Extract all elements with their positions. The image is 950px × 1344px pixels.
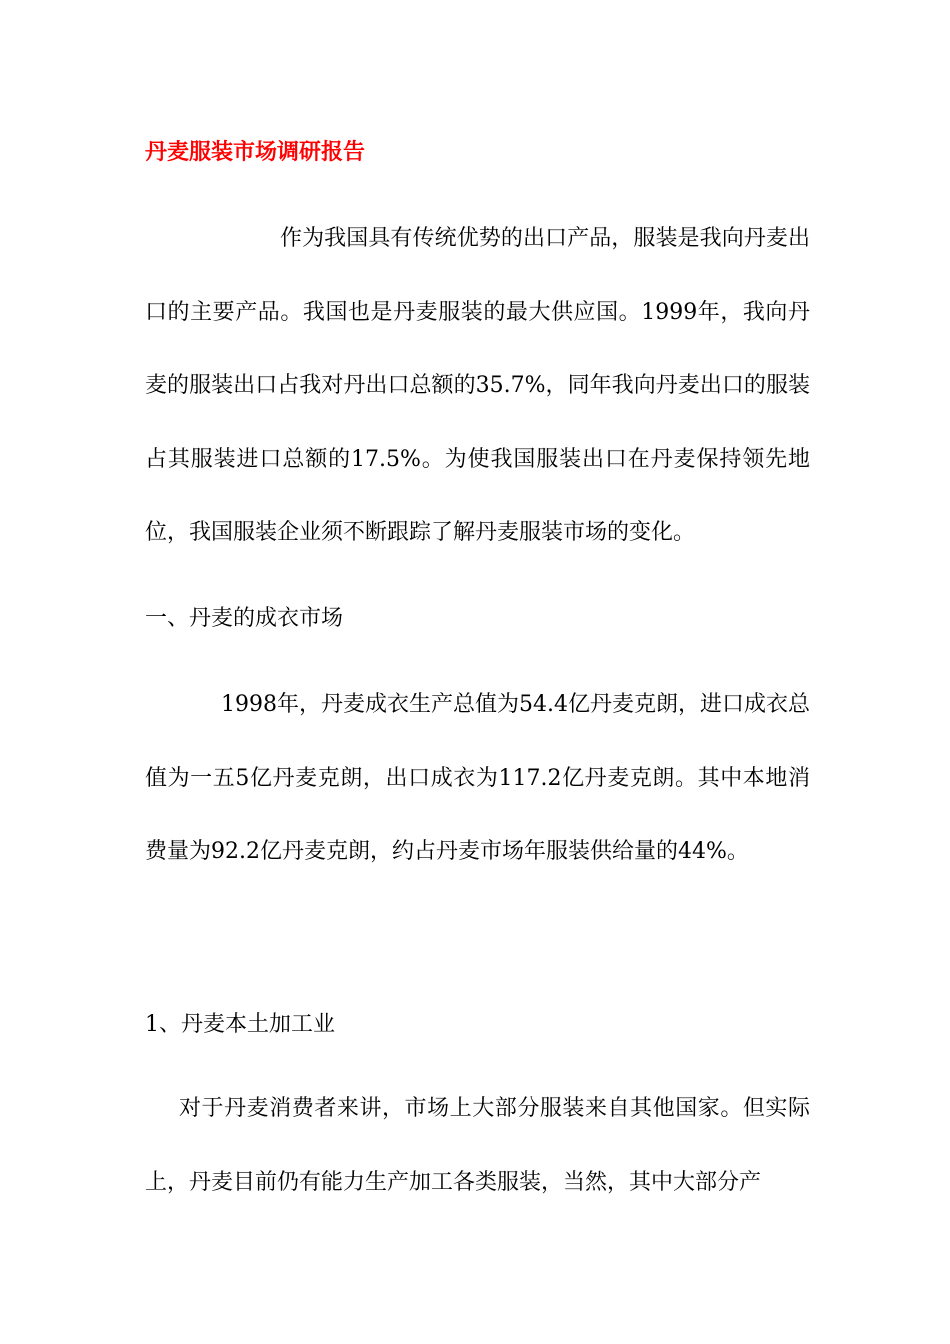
- section-heading-1: 一、丹麦的成衣市场: [145, 606, 344, 631]
- subsection-1-paragraph: 对于丹麦消费者来讲，市场上大部分服装来自其他国家。但实际上，丹麦目前仍有能力生产加工各类服装，当然，其中大部分产: [145, 1096, 810, 1195]
- intro-paragraph: 作为我国具有传统优势的出口产品，服装是我向丹麦出口的主要产品。我国也是丹麦服装的最大供应国。1999年，我向丹麦的服装出口占我对丹出口总额的35.7%，同年我向丹麦出口的服装占其服装进口总额的17.5%。为使我国服装出口在丹麦保持领先地位，我国服装企业须不断跟踪了解丹麦服装市场的变化。: [145, 226, 810, 545]
- subsection-heading-1: 1、丹麦本土加工业: [145, 1012, 335, 1037]
- document-title: 丹麦服装市场调研报告: [145, 139, 366, 165]
- section-1-paragraph: 1998年，丹麦成衣生产总值为54.4亿丹麦克朗，进口成衣总值为一五5亿丹麦克朗，出口成衣为117.2亿丹麦克朗。其中本地消费量为92.2亿丹麦克朗，约占丹麦市场年服装供给量的44%。: [145, 692, 810, 864]
